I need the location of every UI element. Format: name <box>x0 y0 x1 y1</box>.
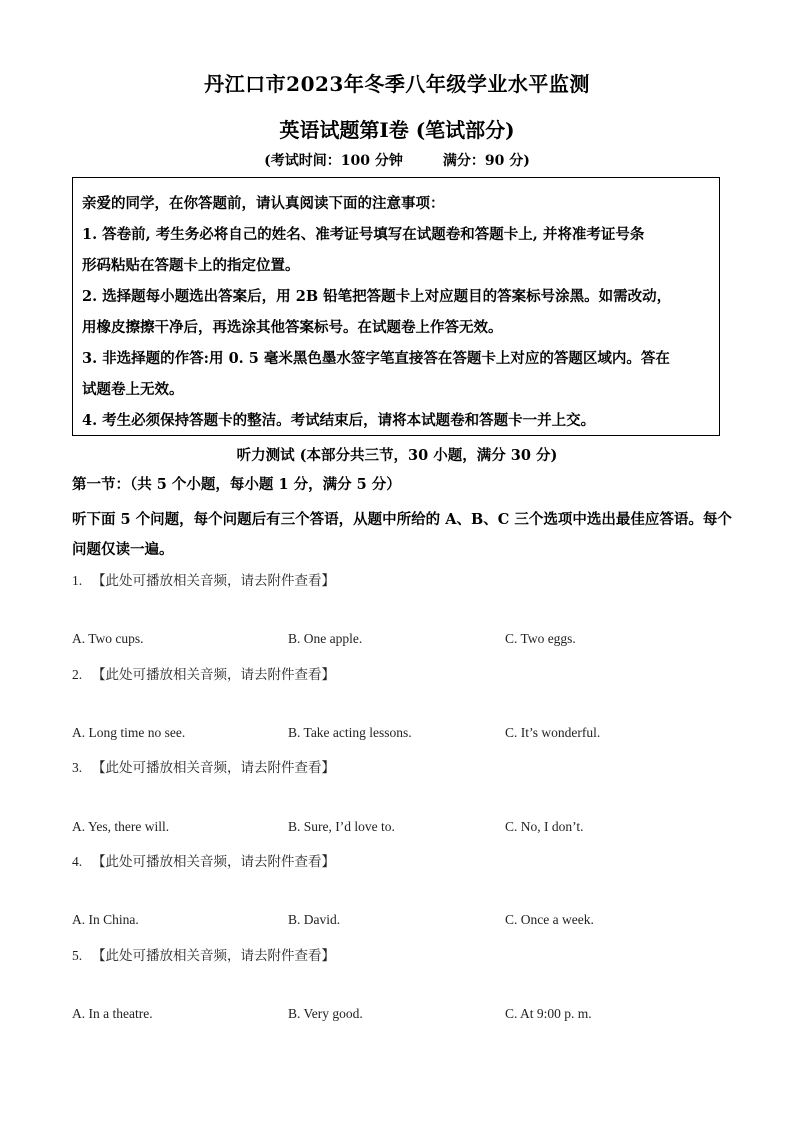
exam-time: (考试时间：100 分钟 <box>264 153 403 169</box>
notice-line: 4. 考生必须保持答题卡的整洁。考试结束后，请将本试题卷和答题卡一并上交。 <box>82 412 596 429</box>
question-number: 5. <box>72 948 83 963</box>
audio-link[interactable]: 【此处可播放相关音频，请去附件查看】 <box>92 667 335 682</box>
exam-score: 满分：90 分) <box>442 153 530 169</box>
question-prompt[interactable] <box>72 944 335 964</box>
option-c: C. No, I don’t. <box>505 819 584 834</box>
exam-subtitle: 英语试题第I卷 (笔试部分) <box>279 118 515 142</box>
question-number: 2. <box>72 667 83 682</box>
option-c: C. It’s wonderful. <box>505 725 601 740</box>
option-b: B. Take acting lessons. <box>288 725 412 740</box>
question-number: 4. <box>72 854 83 869</box>
option-a: A. In a theatre. <box>72 1006 153 1021</box>
notice-line: 形码粘贴在答题卡上的指定位置。 <box>82 257 300 274</box>
notice-line: 2. 选择题每小题选出答案后，用 2B 铅笔把答题卡上对应题目的答案标号涂黑。如需改动， <box>82 288 672 305</box>
question-number: 1. <box>72 573 83 588</box>
question-prompt[interactable] <box>72 756 335 776</box>
notice-line: 3. 非选择题的作答:用 0. 5 毫米黑色墨水签字笔直接答在答题卡上对应的答题区域内。答在 <box>82 350 670 367</box>
option-b: B. Very good. <box>288 1006 363 1021</box>
notice-line: 试题卷上无效。 <box>82 381 184 398</box>
option-c: C. At 9:00 p. m. <box>505 1006 592 1021</box>
option-a: A. Long time no see. <box>72 725 186 740</box>
option-b: B. One apple. <box>288 631 363 646</box>
notice-box <box>72 177 720 436</box>
question-prompt[interactable] <box>72 850 335 870</box>
audio-link[interactable]: 【此处可播放相关音频，请去附件查看】 <box>92 854 335 869</box>
audio-link[interactable]: 【此处可播放相关音频，请去附件查看】 <box>92 760 335 775</box>
exam-title: 丹江口市2023年冬季八年级学业水平监测 <box>204 72 590 96</box>
option-c: C. Two eggs. <box>505 631 576 646</box>
exam-meta <box>0 150 794 170</box>
question-prompt[interactable] <box>72 663 335 683</box>
option-a: A. Two cups. <box>72 631 144 646</box>
part-heading: 第一节：（共 5 个小题，每小题 1 分，满分 5 分） <box>72 476 401 493</box>
notice-line: 1. 答卷前, 考生务必将自己的姓名、准考证号填写在试题卷和答题卡上, 并将准考证号条 <box>82 226 645 243</box>
option-b: B. David. <box>288 912 341 927</box>
option-a: A. In China. <box>72 912 139 927</box>
audio-link[interactable]: 【此处可播放相关音频，请去附件查看】 <box>92 573 335 588</box>
notice-line: 亲爱的同学，在你答题前，请认真阅读下面的注意事项： <box>82 195 445 212</box>
instructions: 听下面 5 个问题，每个问题后有三个答语，从题中所给的 A、B、C 三个选项中选出最佳应答语。每个问题仅读一遍。 <box>72 511 732 558</box>
section-title: 听力测试 (本部分共三节，30 小题，满分 30 分) <box>236 447 558 464</box>
question-number: 3. <box>72 760 83 775</box>
option-b: B. Sure, I’d love to. <box>288 819 395 834</box>
option-c: C. Once a week. <box>505 912 594 927</box>
notice-line: 用橡皮擦擦干净后，再选涂其他答案标号。在试题卷上作答无效。 <box>82 319 503 336</box>
option-a: A. Yes, there will. <box>72 819 170 834</box>
question-prompt[interactable] <box>72 569 335 589</box>
audio-link[interactable]: 【此处可播放相关音频，请去附件查看】 <box>92 948 335 963</box>
